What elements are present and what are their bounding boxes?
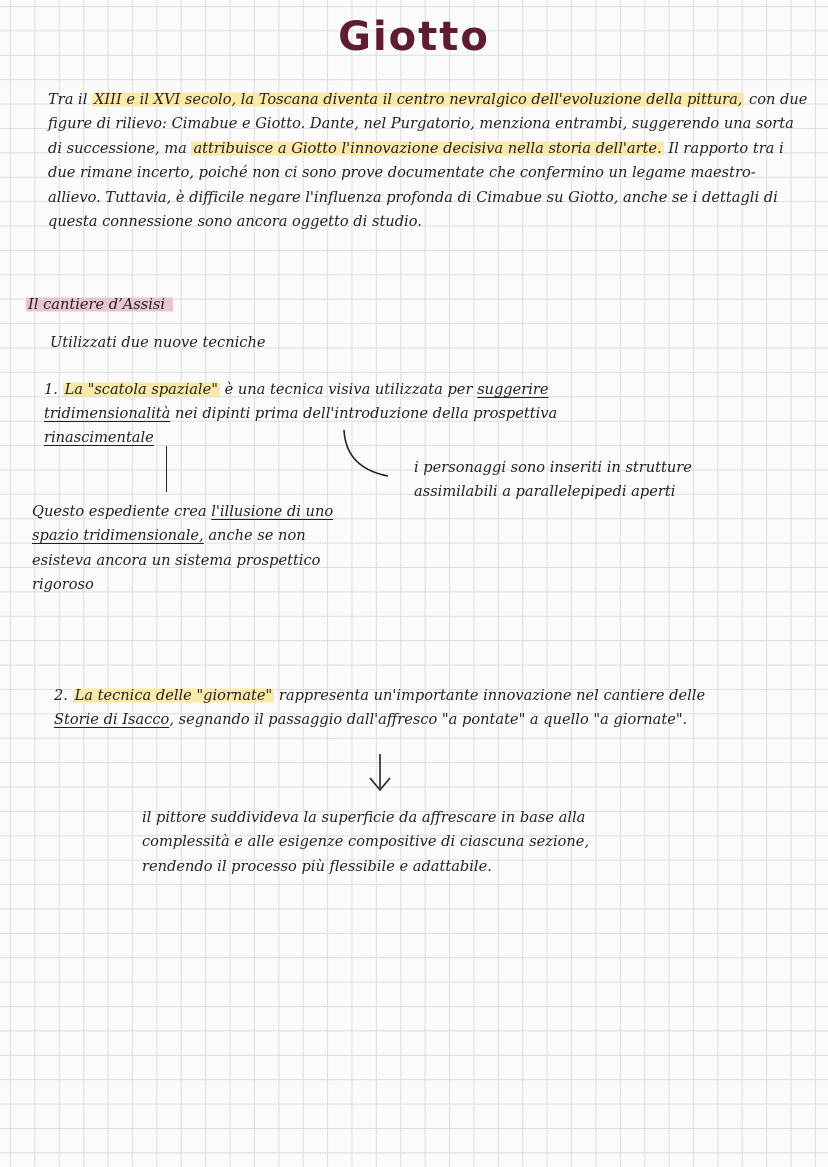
technique2-highlight: La tecnica delle "giornate" <box>74 687 273 704</box>
intro-highlight-1: XIII e il XVI secolo, la Toscana diventa il centro nevralgico dell'evoluzione della pittura, <box>94 91 743 108</box>
technique1-text-1: è una tecnica visiva utilizzata per <box>219 381 478 398</box>
technique2-number: 2. <box>54 687 73 704</box>
technique2-text-2: , segnando il passaggio dall'affresco "a pontate" a quello "a giornate". <box>169 711 688 729</box>
technique1-text-2: nei dipinti prima dell'introduzione della prospettiva <box>170 405 558 422</box>
technique1-note <box>32 500 352 598</box>
section-subheading: Utilizzati due nuove tecniche <box>50 334 266 351</box>
technique1-highlight: La "scatola spaziale" <box>64 381 218 398</box>
intro-text-1: Tra il <box>48 91 93 108</box>
technique1-underline-2: tridimensionalità <box>44 405 171 422</box>
technique2-note: il pittore suddivideva la superficie da affrescare in base alla complessità e alle esigenze compositive di ciascuna sezione, rendendo il processo più flessibile e adattabile. <box>142 809 590 875</box>
technique2-text-1: rappresenta un'importante innovazione nel cantiere delle <box>274 687 706 704</box>
intro-highlight-2: attribuisce a Giotto l'innovazione decisiva nella storia dell'arte. <box>193 139 662 157</box>
technique1-side-note: i personaggi sono inseriti in strutture assimilabili a parallelepipedi aperti <box>414 459 692 501</box>
technique1-line-1 <box>44 378 549 402</box>
intro-text-3: Il rapporto tra i due rimane incerto, poiché non ci sono prove documentate che confermino un legame maestro-allievo. Tuttavia, è difficile negare l'influenza profonda di Cimabue su Giotto, anche se i dettagli di questa connessione sono ancora oggetto di studio. <box>48 139 784 231</box>
technique1-note-text-1: Questo espediente crea <box>32 503 212 520</box>
technique1-line-3 <box>44 426 154 450</box>
technique1-underline-1: suggerire <box>477 381 549 398</box>
technique1-text-3: rinascimentale <box>44 429 154 446</box>
technique2-paragraph <box>54 684 734 733</box>
down-arrow-icon <box>360 750 400 796</box>
technique1-note-underline: l'illusione di uno spazio tridimensionale, <box>32 503 334 545</box>
section-heading: Il cantiere d’Assisi <box>26 296 173 313</box>
technique1-line-2 <box>44 402 557 426</box>
connector-curve <box>336 428 396 488</box>
technique1-number: 1. <box>44 381 63 398</box>
technique1-note-text-2: anche se non esisteva ancora un sistema prospettico rigoroso <box>32 527 321 594</box>
intro-paragraph <box>48 88 808 234</box>
technique2-underline: Storie di Isacco <box>54 711 170 729</box>
connector-line <box>166 446 167 492</box>
intro-text-2: con due figure di rilievo: Cimabue e Giotto. Dante, nel Purgatorio, menziona entrambi, suggerendo una sorta di successione, ma <box>48 91 808 157</box>
page-title: Giotto <box>338 14 490 60</box>
